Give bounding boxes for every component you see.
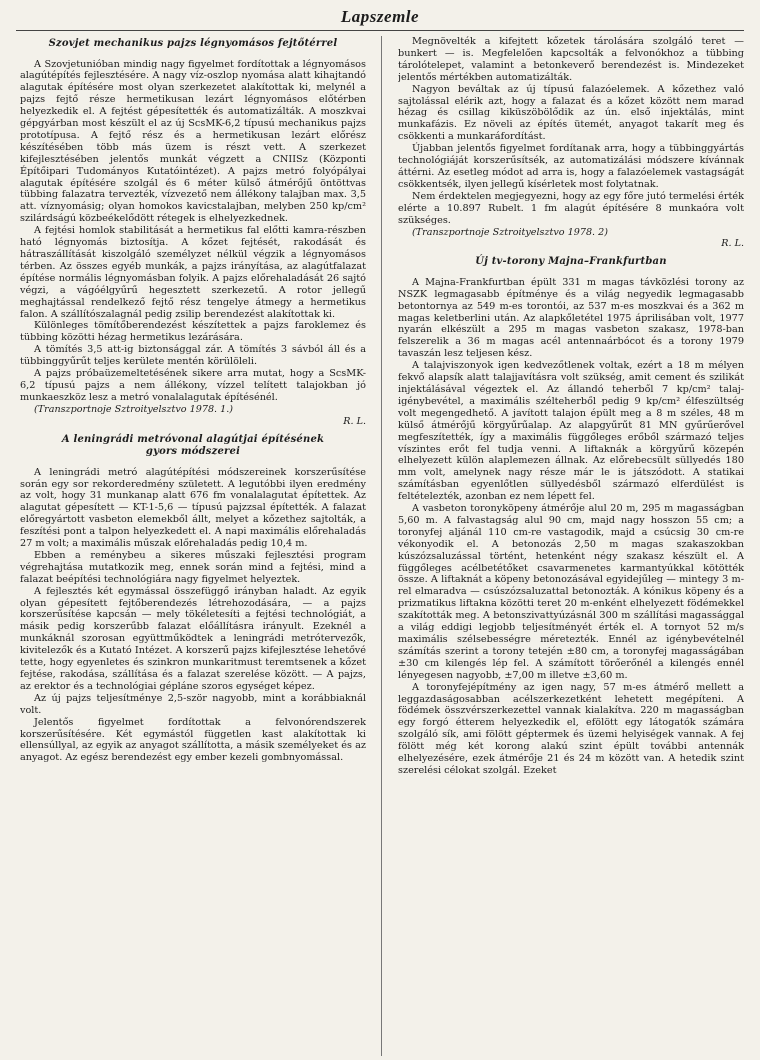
paragraph: Újabban jelentős figyelmet fordítanak arra, hogy a tübbinggyártás technológiáját korszerűsítsék, az automatizálási módszere kívánnak áttérni. Az esetleg módot ad arra is, hogy a falazóelemek vastagságát csökkentsék, ilyen jellegű kísérletek most folytatnak. xyxy=(398,143,744,190)
author-initials: R. L. xyxy=(343,415,366,427)
paragraph: A leningrádi metró alagútépítési módszereinek korszerűsítése során egy sor rekorderedmény született. A legutóbbi ilyen eredmény az volt, hogy 31 munkanap alatt 676 fm vonalalagutat építettek. Az alagutat gépesített — KT-1-5,6 — típusú pajzzsal építették. A falazat előregyártott vasbeton elemekből állt, melyet a kőzethez sajtolták, a feszítési pont a talpon helyezkedett el. A napi maximális előrehaladás 27 m volt; a maximális műszak előrehaladás pedig 10,4 m. xyxy=(20,466,366,550)
article-title-line-2: gyors módszerei xyxy=(145,446,241,458)
article-tv-tower xyxy=(398,256,744,777)
header-rule xyxy=(16,30,744,31)
paragraph: A fejlesztés két egymással összefüggő irányban haladt. Az egyik olyan gépesített fejtőberendezés létrehozodására, — a pajzs korszerűsítése kapcsán — mely tökéletesíti a fejtési technológiát, a másik pedig korszerűbb falazat előállításra irányult. Ezeknél a munkáknál szorosan együttműködtek a leningrádi metrótervezők, kivitelezők és a Kutató Intézet. A korszerű pajzs kifejlesztése lehetővé tette, hogy egyenletes és szinkron munkaritmust teremtsenek a kőzet fejtése, rakodása, szállítása és a falazat szerelése között. — A pajzs, az erektor és a technológiai gépláne szoros egységet képez. xyxy=(20,585,366,692)
paragraph: Ebben a reménybeu a sikeres műszaki fejlesztési program végrehajtása mutatkozik meg, ennek során mind a fejtési, mind a falazat beépítési technológiára nagy figyelmet helyeztek. xyxy=(20,549,366,585)
paragraph: A Majna-Frankfurtban épült 331 m magas távközlési torony az NSZK legmagasabb építménye és a világ negyedik legmagasabb betontornya az 549 m-es torontói, az 537 m-es moszkvai és a 362 m magas keletberlini után. Az alapkőletétel 1975 áprilisában volt, 1977 nyarán elkészült a 295 m magas vasbeton szakasz, 1978-ban felszerelik a 36 m magas acél antennaárbócot és a torony 1979 tavaszán lesz teljesen kész. xyxy=(398,276,744,360)
page-title: Lapszemle xyxy=(340,7,420,26)
paragraph: A vasbeton toronyköpeny átmérője alul 20 m, 295 m magasságban 5,60 m. A falvastagság alul 90 cm, majd nagy hosszon 55 cm; a toronyfej aljánál 110 cm-re vastagodik, majd a csúcsig 30 cm-re vékonyodik el. A betonozás 2,50 m magas szakaszokban kúszózsaluzással történt, hetenként négy szakasz készült el. A függőleges acélbetétőket csavarmenetes karmantyúkkal kötötték össze. A liftaknát a köpeny betonozásával egyidejűleg — mintegy 3 m-rel elmaradva — csúszózsaluzattal betonozták. A kónikus köpeny és a prizmatikus liftakna közötti teret 20 m-enként elhelyezett födémekkel szakították meg. A betonszivattyúzásnál 300 m szállítási magassággal a világ eddigi legjobb teljesítményét érték el. A tornyot 52 m/s maximális szélsebességre méretezték. Ennél az igénybevételnél számítás szerint a torony tetején ±80 cm, a toronyfej magasságában ±30 cm kilengés lép fel. A számított törőerőnél a kilengés ennél lényegesen nagyobb, ±7,00 m illetve ±3,60 m. xyxy=(398,503,744,681)
column-divider xyxy=(381,36,382,1056)
author-initials: R. L. xyxy=(721,238,744,250)
article-source: (Transzportnoje Sztroityelsztvo 1978. 2) xyxy=(412,226,608,238)
paragraph: A toronyfejépítmény az igen nagy, 57 m-es átmérő mellett a leggazdaságosabban acélszerkezetként lehetett megépíteni. A födémek összvérszerkezettel vannak kialakítva. 220 m magasságban egy forgó étterem helyezkedik el, efölött egy látogatók számára szolgáló sík, ami fölött géptermek és üzemi helyiségek vannak. A fej fölött még két korong alakú szint épült további antennák elhelyezésére, ezek átmérője 21 és 24 m között van. A hetedik szint szerelési célokat szolgál. Ezeket xyxy=(398,681,744,776)
article-leningrad-metro xyxy=(20,434,366,765)
paragraph: A talajviszonyok igen kedvezőtlenek voltak, ezért a 18 m mélyen fekvő alapsík alatt talajjavításra volt szükség, amit cement és szilikát injektálásával végeztek el. Az állandó teherből 7 kp/cm² talaj-igénybevétel, a maximális szélteherből pedig 9 kp/cm² élfeszültség volt megengedhető. A javított talajon épült meg a 8 m széles, 48 m külső átmérőjű körgyűrűalap. Az alapgyűrűt 81 MN gyűrűerővel megfeszítették, így a maximális függőleges erőből származó teljes víszintes erőt fel tudja venni. A liftaknák a körgyűrű közepén elhelyezett külön alaplemezen állnak. Az előrebecsült süllyedés 180 mm volt, amelynek nagy része már le is játszódott. A statikai számításban egyenlőtlen süllyedésből származó elferdülést is feltételezték, azonban ez nem lépett fel. xyxy=(398,360,744,503)
article-title-line-1: A leningrádi metróvonal alagútjai építésének xyxy=(61,433,325,445)
left-column xyxy=(20,36,366,1058)
article-source: (Transzportnoje Sztroityelsztvo 1978. 1.) xyxy=(34,403,234,415)
article-title: Szovjet mechanikus pajzs légnyomásos fejtőtérrel xyxy=(48,38,338,49)
paragraph: A pajzs próbaüzemeltetésének sikere arra mutat, hogy a ScsMK-6,2 típusú pajzs a nem állékony, vízzel telített talajokban jó munkaeszköz lesz a metró vonalalagutak építésénél. xyxy=(20,368,366,403)
paragraph: Különleges tömítőberendezést készítettek a pajzs faroklemez és tübbing közötti hézag hermetikus lezárására. xyxy=(20,320,366,344)
paragraph: A tömítés 3,5 att-ig biztonsággal zár. A tömítés 3 sávból áll és a tübbinggyűrűt teljes kerülete mentén körülöleli. xyxy=(20,344,366,368)
article-leningrad-metro-continued xyxy=(398,36,744,250)
paragraph: Nem érdektelen megjegyezni, hogy az egy főre jutó termelési érték elérte a 10.897 Rubelt. 1 fm alagút építésére 8 munkaóra volt szükséges. xyxy=(398,190,744,226)
paragraph: Jelentős figyelmet fordítottak a felvonórendszerek korszerűsítésére. Két egymástól független kast alakítottak ki ellensúllyal, az egyik az anyagot szállította, a másik személyeket és az anyagot. Az egész berendezést egy ember kezeli gombnyomással. xyxy=(20,716,366,764)
right-column xyxy=(398,36,744,1058)
article-title xyxy=(20,434,366,459)
article-title: Új tv-torony Majna–Frankfurtban xyxy=(475,256,667,268)
paragraph: Az új pajzs teljesítménye 2,5-ször nagyobb, mint a korábbiaknál volt. xyxy=(20,692,366,716)
paragraph: Nagyon beváltak az új típusú falazóelemek. A kőzethez való sajtolással elérik azt, hogy a falazat és a kőzet között nem marad hézag és csillag kiküszöbölődik az ún. első injektálás, mint munkafázis. Ez növeli az építés ütemét, anyagot takarít meg és csökkenti a munkaráfordítást. xyxy=(398,83,744,143)
paragraph: Megnövelték a kifejtett kőzetek tárolására szolgáló teret — bunkert — is. Megfelelően kapcsolták a felvonókhoz a tübbing tárolótelepet, valamint a betonkeverő berendezést is. Mindezeket jelentős mértékben automatizálták. xyxy=(398,36,744,83)
article-soviet-shield xyxy=(20,38,366,428)
paragraph: A fejtési homlok stabilitását a hermetikus fal előtti kamra-részben ható légnyomás biztosítja. A kőzet fejtését, rakodását és hátraszállítását kiszolgáló személyzet nélkül végzik a légnyomásos térben. Az összes egyéb munkák, a pajzs irányítása, az alagútfalazat építése normális légnyomásban folyik. A pajzs előrehaladását 26 sajtó végzi, a vágóélgyűrű hegesztett szerkezetű. A rotor jellegű meghajtással rendelkező fejtő rész tengelye átmegy a hermetikus falon. A szállítószalagnál pedig zsilip berendezést alakítottak ki. xyxy=(20,225,366,320)
paragraph: A Szovjetunióban mindig nagy figyelmet fordítottak a légnyomásos alagútépítés fejlesztésére. A nagy víz-oszlop nyomása alatt kihajtandó alagutak építésére most olyan szerkezetet alakítottak ki, melynél a pajzs fejtő része hermetikusan lezárt légnyomásos előtérben helyezkedik el. A fejtést gépesítették és automatizálták. A moszkvai gépgyárban most készült el az új ScsMK-6,2 típusú mechanikus pajzs prototípusa. A fejtő rész és a hermetikusan lezárt előrész készítésében több más üzem is részt vett. A szerkezet kifejlesztésében jelentős munkát végzett a CNIISz (Központi Építőipari Tudományos Kutatóintézet). A pajzs metró folyópályai alagutak építésére szolgál és 6 méter külső átmérőjű öntöttvas tübbing falazatra tervezték, vízvezető nem állékony talajban max. 3,5 att. víznyomásig; olyan homokos kavicstalajban, melyben 250 kp/cm² szilárdságú közbeékelődött rétegek is elhelyezkednek. xyxy=(20,58,366,225)
